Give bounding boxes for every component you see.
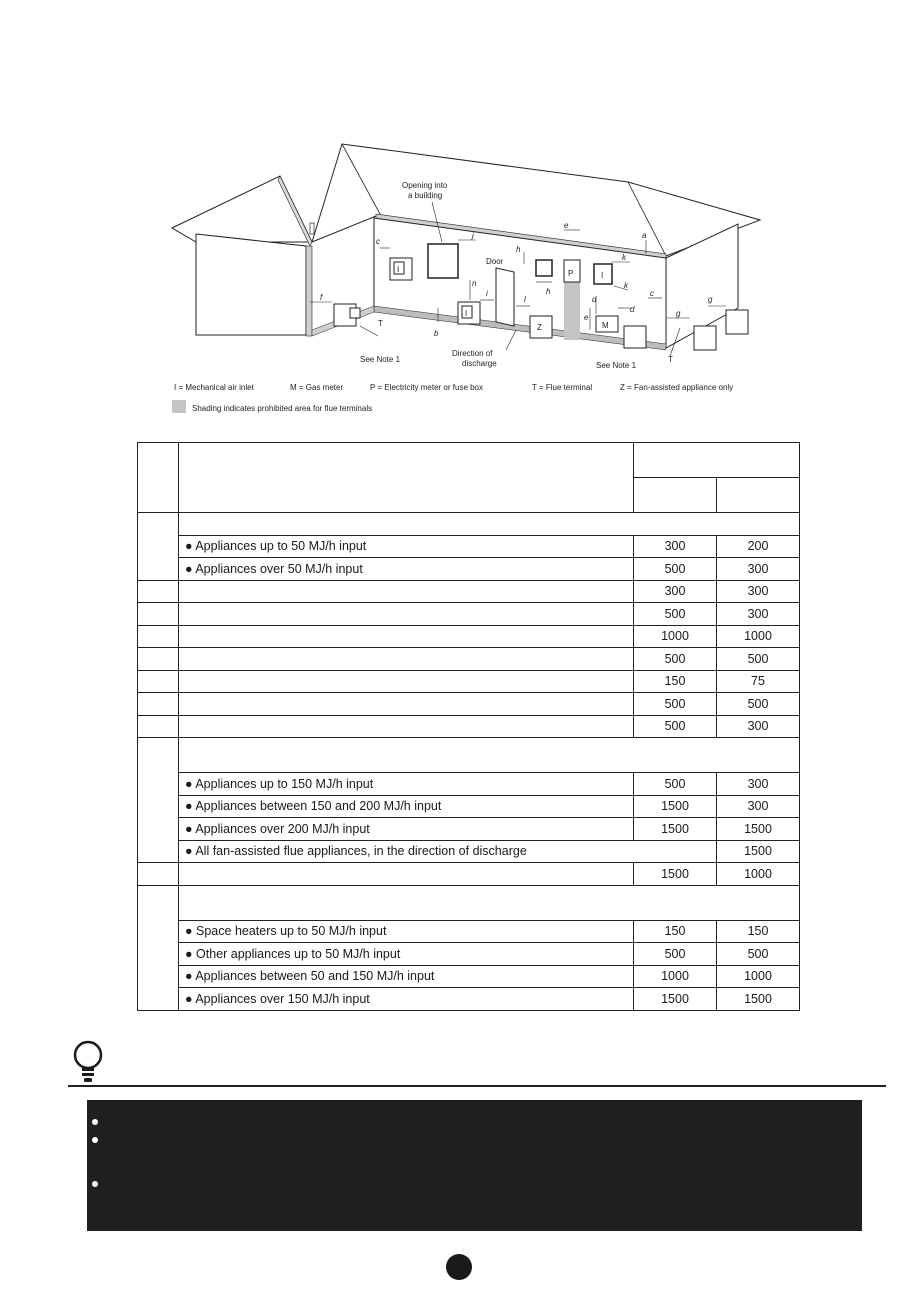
row-label: ● All fan-assisted flue appliances, in the direction of discharge [179,840,717,863]
tip-divider [68,1085,886,1087]
dim-d-left: d [592,295,597,304]
table-row [138,988,800,1011]
dim-i: i [486,289,488,298]
dim-k-upper: k [622,253,626,262]
clearance-table [137,442,800,1011]
row-label: ● Appliances between 150 and 200 MJ/h input [179,795,634,818]
terminal-box-right [624,326,646,348]
dim-c-left: c [376,237,380,246]
table-row [138,715,800,738]
table-row [138,670,800,693]
header-ref-cell [138,443,179,513]
row-ref [138,670,179,693]
dim-a: a [642,231,647,240]
dim-k-lower: k [624,281,628,290]
header-col2 [717,478,800,513]
corner-box-right [726,310,748,334]
label-t-left: T [378,319,383,328]
row-value-2: 200 [717,535,800,558]
row-value-1: 1000 [634,625,717,648]
row-value-2: 300 [717,773,800,796]
row-ref [138,648,179,671]
row-label: ● Appliances up to 50 MJ/h input [179,535,634,558]
row-value-1: 1500 [634,988,717,1011]
row-value-2: 1500 [717,988,800,1011]
row-label: ● Other appliances up to 50 MJ/h input [179,943,634,966]
header-col1 [634,478,717,513]
row-label [179,625,634,648]
row-value-2: 1500 [717,818,800,841]
row-ref [138,513,179,581]
row-value-2: 75 [717,670,800,693]
row-label: ● Appliances up to 150 MJ/h input [179,773,634,796]
label-i-upper: I [397,265,400,274]
table-row [138,513,800,536]
notes-panel [87,1100,862,1231]
table-header-row [138,443,800,478]
row-value-1: 1000 [634,965,717,988]
row-value-1: 500 [634,693,717,716]
table-row [138,920,800,943]
row-group-heading [179,738,800,773]
row-value-2: 300 [717,795,800,818]
row-value-1: 300 [634,580,717,603]
legend-shading: Shading indicates prohibited area for flue terminals [192,404,373,413]
dim-d-right: d [630,305,635,314]
lightbulb-icon [72,1040,104,1084]
row-value-1: 500 [634,603,717,626]
row-value-2: 500 [717,693,800,716]
inlet-box-lower [458,302,480,324]
callout-opening-line1: Opening into [402,181,448,190]
row-value-1: 300 [634,535,717,558]
label-m: M [602,321,609,330]
row-ref [138,603,179,626]
dim-l: l [524,295,526,304]
row-group-heading [179,513,800,536]
row-ref [138,693,179,716]
row-ref [138,625,179,648]
row-value-1: 1500 [634,863,717,886]
small-box-mid [536,260,552,276]
dim-e-top: e [564,221,569,230]
row-value-2: 150 [717,920,800,943]
table-row [138,648,800,671]
label-z: Z [537,323,542,332]
legend-meter: M = Gas meter [290,383,344,392]
table-row [138,773,800,796]
label-t-right: T [668,355,673,364]
row-value-2: 300 [717,715,800,738]
ground-box-right [694,326,716,350]
row-ref [138,863,179,886]
row-value-2: 1000 [717,863,800,886]
row-value-2: 1000 [717,625,800,648]
label-p: P [568,269,574,278]
table-row [138,885,800,920]
row-ref [138,580,179,603]
legend-fan: Z = Fan-assisted appliance only [620,383,734,392]
row-label [179,580,634,603]
row-label [179,863,634,886]
row-group-heading [179,885,800,920]
row-label [179,603,634,626]
table-row [138,580,800,603]
dim-c-right: c [650,289,654,298]
table-row [138,558,800,581]
note-bullet [92,1181,98,1187]
dim-e-side: e [584,313,589,322]
callout-opening-line2: a building [408,191,443,200]
row-label [179,670,634,693]
flue-clearance-diagram [160,130,800,430]
table-row [138,818,800,841]
table-row [138,625,800,648]
dim-b: b [434,329,439,338]
label-i-lower: I [465,309,468,318]
row-value-1: 1500 [634,818,717,841]
dim-g-right: g [708,295,713,304]
note-bullet [92,1119,98,1125]
table-row [138,535,800,558]
door [496,268,514,326]
row-label: ● Space heaters up to 50 MJ/h input [179,920,634,943]
row-ref [138,885,179,1010]
table-row [138,738,800,773]
row-value-1: 500 [634,773,717,796]
table-row [138,863,800,886]
row-value-1: 500 [634,943,717,966]
table-row [138,943,800,966]
legend-terminal: T = Flue terminal [532,383,593,392]
callout-see-note-right: See Note 1 [596,361,637,370]
table-row [138,603,800,626]
callout-see-note-left: See Note 1 [360,355,401,364]
callout-direction-line2: discharge [462,359,497,368]
dim-j: j [472,231,474,240]
terminal-box-left [334,304,360,326]
label-i-right: I [601,271,604,280]
dim-n: n [472,279,477,288]
legend-inlet: I = Mechanical air inlet [174,383,254,392]
dim-h-lower: h [546,287,551,296]
dim-g-mid: g [676,309,681,318]
left-wing-wall [196,234,306,335]
row-value-2: 300 [717,580,800,603]
table-row [138,693,800,716]
row-value-2: 500 [717,943,800,966]
header-description-cell [179,443,634,513]
table-row [138,965,800,988]
dim-h-upper: h [516,245,521,254]
row-label: ● Appliances over 200 MJ/h input [179,818,634,841]
table-row [138,840,800,863]
row-value-2: 1000 [717,965,800,988]
row-ref [138,738,179,863]
row-ref [138,715,179,738]
row-value-1: 150 [634,920,717,943]
inlet-box-upper [390,258,412,280]
legend-electric: P = Electricity meter or fuse box [370,383,484,392]
row-label [179,648,634,671]
row-value-2: 300 [717,603,800,626]
row-value-2: 1500 [717,840,800,863]
legend-shading-swatch [172,400,186,413]
row-value-1: 150 [634,670,717,693]
callout-door: Door [486,257,504,266]
row-value-1: 1500 [634,795,717,818]
page-number-badge [446,1254,472,1280]
row-value-2: 500 [717,648,800,671]
row-label [179,693,634,716]
row-label: ● Appliances over 150 MJ/h input [179,988,634,1011]
row-label: ● Appliances between 50 and 150 MJ/h input [179,965,634,988]
row-label [179,715,634,738]
callout-direction-line1: Direction of [452,349,493,358]
table-row [138,795,800,818]
header-clearance-cell [634,443,800,478]
row-label: ● Appliances over 50 MJ/h input [179,558,634,581]
left-wing-roof [172,176,312,242]
row-value-1: 500 [634,558,717,581]
row-value-2: 300 [717,558,800,581]
note-bullet [92,1137,98,1143]
row-value-1: 500 [634,648,717,671]
dim-f: f [320,293,323,302]
row-value-1: 500 [634,715,717,738]
opening-window [428,244,458,278]
